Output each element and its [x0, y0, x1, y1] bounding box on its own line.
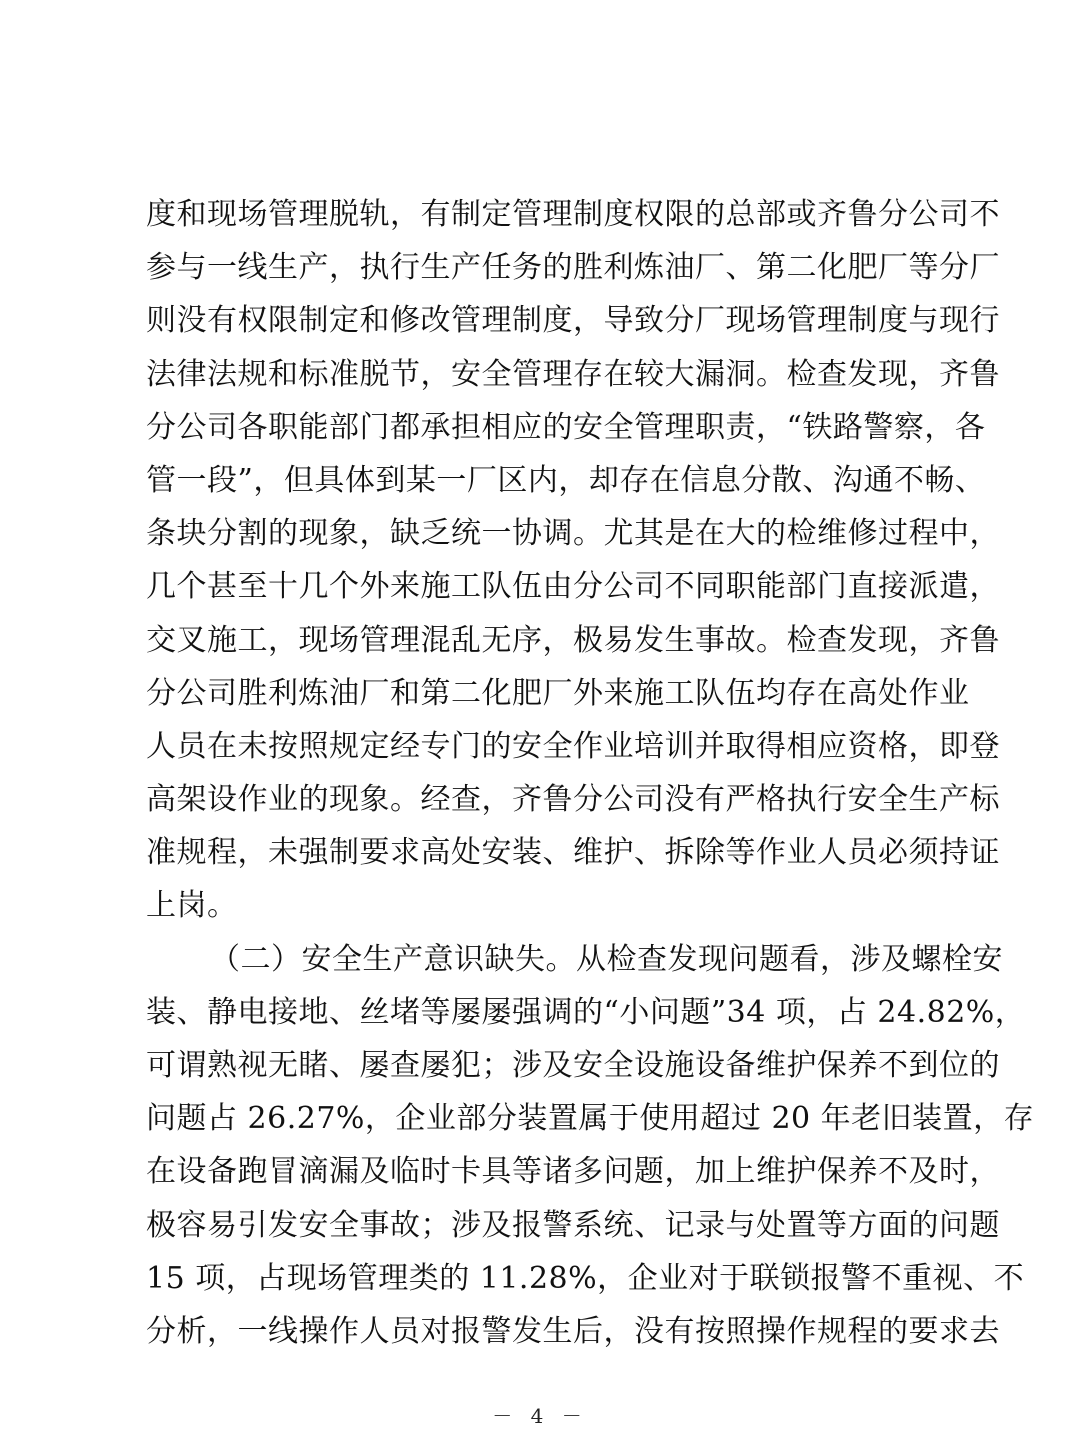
paragraph-line: 高架设作业的现象。经查，齐鲁分公司没有严格执行安全生产标	[146, 782, 1000, 818]
paragraph-line: 交叉施工，现场管理混乱无序，极易发生事故。检查发现，齐鲁	[146, 622, 1000, 658]
paragraph-line: 可谓熟视无睹、屡查屡犯；涉及安全设施设备维护保养不到位的	[146, 1048, 1000, 1083]
paragraph-line: 准规程，未强制要求高处安装、维护、拆除等作业人员必须持证	[146, 835, 1000, 871]
paragraph-line: 极容易引发安全事故；涉及报警系统、记录与处置等方面的问题	[146, 1207, 1000, 1243]
paragraph-line: 人员在未按照规定经专门的安全作业培训并取得相应资格，即登	[146, 728, 1000, 764]
paragraph-line: 度和现场管理脱轨，有制定管理制度权限的总部或齐鲁分公司不	[146, 197, 1000, 232]
paragraph-line: 15 项，占现场管理类的 11.28%，企业对于联锁报警不重视、不	[146, 1260, 1025, 1296]
section-heading: （二）安全生产意识缺失。	[210, 941, 576, 977]
paragraph-line-rest: 从检查发现问题看，涉及螺栓安	[576, 941, 1003, 977]
page-number: － 4 －	[492, 1404, 588, 1428]
paragraph-line: 问题占 26.27%，企业部分装置属于使用超过 20 年老旧装置，存	[146, 1101, 1035, 1137]
paragraph-line: 上岗。	[146, 888, 238, 924]
paragraph-line: 则没有权限制定和修改管理制度，导致分厂现场管理制度与现行	[146, 303, 1000, 339]
paragraph-line: 几个甚至十几个外来施工队伍由分公司不同职能部门直接派遣，	[146, 569, 1000, 605]
paragraph-line: 条块分割的现象，缺乏统一协调。尤其是在大的检维修过程中，	[146, 516, 1000, 552]
paragraph-2-first-line	[146, 933, 1003, 986]
paragraph-line: 分公司胜利炼油厂和第二化肥厂外来施工队伍均存在高处作业	[146, 675, 970, 711]
paragraph-line: 法律法规和标准脱节，安全管理存在较大漏洞。检查发现，齐鲁	[146, 356, 1000, 392]
paragraph-line: 参与一线生产，执行生产任务的胜利炼油厂、第二化肥厂等分厂	[146, 250, 1000, 286]
paragraph-line: 在设备跑冒滴漏及临时卡具等诸多问题，加上维护保养不及时，	[146, 1154, 1000, 1190]
paragraph-line: 分析，一线操作人员对报警发生后，没有按照操作规程的要求去	[146, 1313, 1000, 1349]
paragraph-line: 装、静电接地、丝堵等屡屡强调的“小问题”34 项，占 24.82%，	[146, 994, 1026, 1030]
paragraph-line: 分公司各职能部门都承担相应的安全管理职责，“铁路警察，各	[146, 409, 986, 445]
paragraph-line: 管一段”，但具体到某一厂区内，却存在信息分散、沟通不畅、	[146, 462, 986, 498]
paragraph-1	[146, 188, 1035, 1358]
